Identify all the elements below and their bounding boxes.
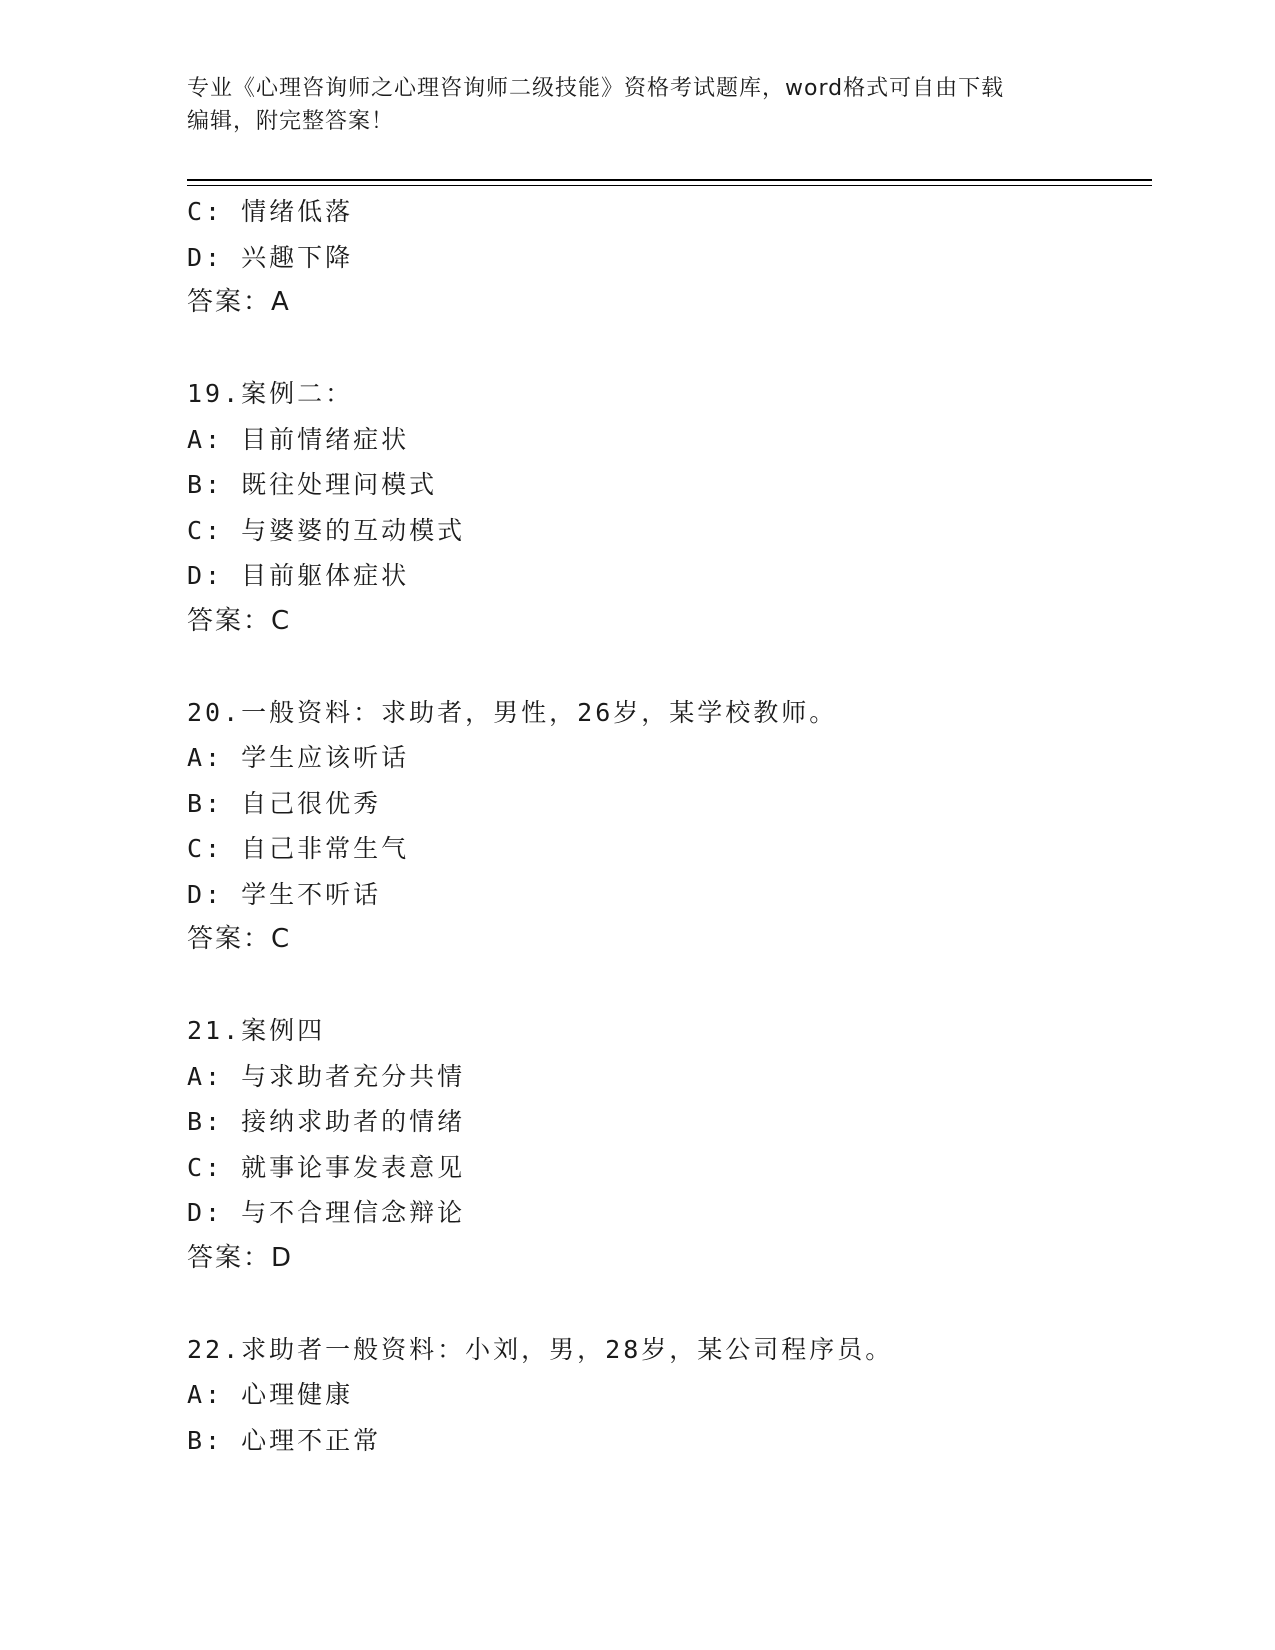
question-title: 19.案例二： (187, 379, 354, 408)
option-b: B: 心理不正常 (187, 1425, 382, 1455)
option-b: B: 接纳求助者的情绪 (187, 1107, 466, 1136)
option-c: C: 自己非常生气 (187, 834, 410, 863)
spacer (187, 326, 1147, 372)
question-list (187, 189, 1147, 1463)
option-c: C: 情绪低落 (187, 197, 354, 226)
question-block (187, 1327, 1147, 1464)
option-c: C: 就事论事发表意见 (187, 1152, 466, 1182)
option-b: B: 既往处理问模式 (187, 470, 438, 499)
question-block (187, 371, 1147, 644)
option-a: A: 心理健康 (187, 1380, 354, 1409)
option-d: D: 与不合理信念辩论 (187, 1198, 466, 1227)
question-block (187, 690, 1147, 963)
answer-line: 答案：D (187, 1242, 294, 1273)
question-block (187, 1008, 1147, 1281)
option-d: D: 兴趣下降 (187, 242, 354, 272)
option-a: A: 学生应该听话 (187, 743, 410, 772)
option-c: C: 与婆婆的互动模式 (187, 515, 466, 545)
answer-line: 答案：C (187, 605, 292, 636)
option-a: A: 目前情绪症状 (187, 424, 410, 454)
option-d: D: 学生不听话 (187, 879, 382, 909)
spacer (187, 1281, 1147, 1327)
document-header (187, 72, 1067, 138)
question-block (187, 189, 1147, 326)
header-line-2: 编辑，附完整答案！ (187, 109, 395, 134)
spacer (187, 644, 1147, 690)
header-divider-thin (187, 185, 1152, 186)
option-d: D: 目前躯体症状 (187, 561, 410, 590)
header-divider-thick (187, 179, 1152, 181)
question-title: 22.求助者一般资料：小刘，男，28岁，某公司程序员。 (187, 1334, 894, 1364)
option-b: B: 自己很优秀 (187, 788, 382, 818)
spacer (187, 963, 1147, 1009)
option-a: A: 与求助者充分共情 (187, 1061, 466, 1091)
header-line-1: 专业《心理咨询师之心理咨询师二级技能》资格考试题库，word格式可自由下载 (187, 76, 1005, 101)
answer-line: 答案：A (187, 287, 291, 317)
question-title: 21.案例四 (187, 1016, 326, 1045)
question-title: 20.一般资料：求助者，男性，26岁，某学校教师。 (187, 697, 838, 727)
answer-line: 答案：C (187, 924, 292, 954)
